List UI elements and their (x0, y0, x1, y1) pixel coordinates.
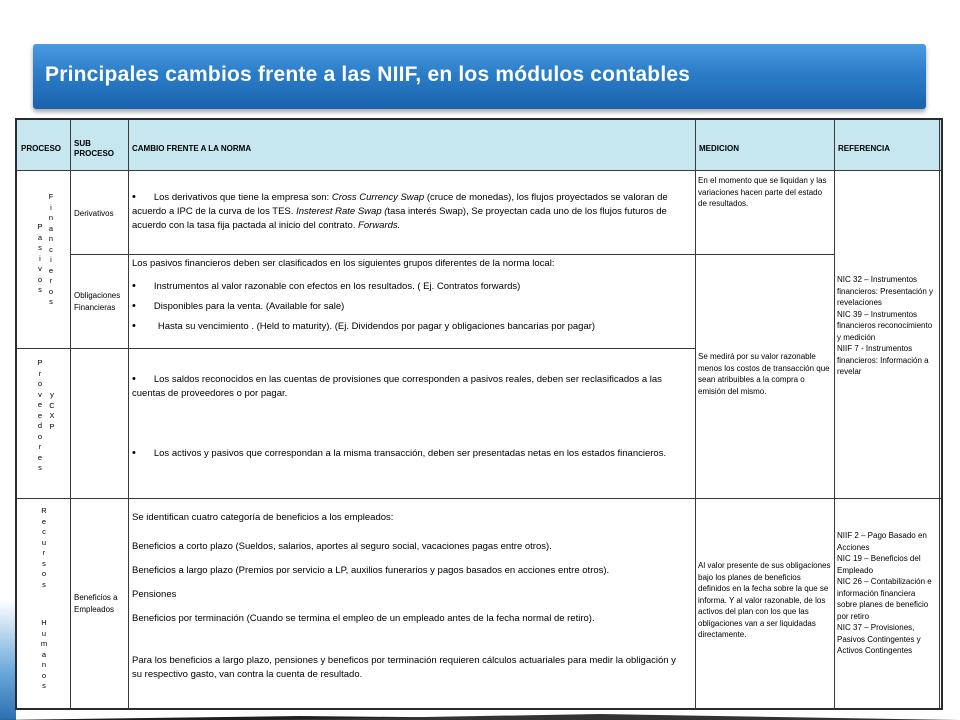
proceso-proveedores-label: P r o v e e d o r e s (37, 358, 43, 472)
medicion-1: En el momento que se liquidan y las variaciones hacen parte del estado de resultados. (698, 176, 827, 208)
cambio-proveedores-2: • Los activos y pasivos que correspondan a la misma transacción, deben ser presentadas netas en los estados financieros. (132, 447, 667, 459)
cambio-obligaciones-bullet-2: • Disponibles para la venta. (Available for sale) (132, 300, 345, 312)
proceso-cxp-label: y C X P (49, 390, 55, 431)
grid-line (70, 254, 834, 255)
grid-line (17, 170, 941, 171)
header-subproceso-2: PROCESO (74, 149, 115, 158)
cambio-rh-2: Beneficios a corto plazo (Sueldos, salarios, aportes al seguro social, vacaciones pagas entre otros). (132, 541, 552, 552)
grid-line (17, 498, 941, 499)
grid-line (128, 120, 129, 708)
grid-line (17, 348, 695, 349)
header-subproceso-1: SUB (74, 139, 91, 148)
grid-line (695, 120, 696, 708)
medicion-2: Se medirá por su valor razonable menos los costos de transacción que sean atribuibles a la compra o emisión del mismo. (698, 352, 830, 396)
referencia-2: NIIF 2 – Pago Basado en Acciones NIC 19 – Beneficios del Empleado NIC 26 – Contabilización e información financiera sobre planes de beneficio por retiro NIC 37 – Provisiones, Pasivos Contingentes y Activos Contingentes (837, 531, 932, 655)
cambio-rh-4: Pensiones (132, 589, 177, 600)
header-referencia: REFERENCIA (838, 144, 891, 153)
left-decoration (0, 600, 16, 720)
subproceso-obligaciones: Obligaciones Financieras (74, 291, 121, 312)
header-medicion: MEDICION (699, 144, 739, 153)
proceso-recursos-label: R e c u r s o s (41, 506, 47, 589)
medicion-3: Al valor presente de sus obligaciones bajo los planes de beneficios definidos en la fecha sobre la que se informa. Y al valor razonable, de los activos del plan con los que las obligaciones van a ser liquidadas directamente. (698, 561, 831, 639)
subproceso-beneficios: Beneficios a Empleados (74, 593, 118, 614)
title-banner (33, 44, 926, 109)
referencia-1: NIC 32 – Instrumentos financieros: Presentación y revelaciones NIC 39 – Instrumentos financieros reconocimiento y medición NIIF 7 - Instrumentos financieros: Información a revelar (837, 275, 934, 376)
cambio-rh-6: Para los beneficios a largo plazo, pensiones y beneficos por terminación requieren cálculos actuariales para medir la obligación y su respectivo gasto, van contra la cuenta de resultado. (132, 655, 676, 680)
proceso-humanos-label: H u m a n o s (40, 618, 48, 690)
cambio-obligaciones-intro: Los pasivos financieros deben ser clasificados en los siguientes grupos diferentes de la norma local: (132, 258, 555, 269)
proceso-pasivos-label: P a s i v o s (37, 222, 43, 294)
bottom-decoration (0, 708, 960, 720)
cambio-obligaciones-bullet-3: • Hasta su vencimiento . (Held to maturity). (Ej. Dividendos por pagar y obligaciones bancarias por pagar) (132, 320, 596, 332)
grid-line (834, 120, 835, 708)
cambio-rh-5: Beneficios por terminación (Cuando se termina el empleo de un empleado antes de la fecha normal de retiro). (132, 613, 595, 624)
cambio-proveedores-1: • Los saldos reconocidos en las cuentas de provisiones que corresponden a pasivos reales, deben ser reclasificados a las cuentas de proveedores o por pagar. (132, 373, 662, 399)
header-cambio: CAMBIO FRENTE A LA NORMA (132, 144, 252, 153)
cambio-derivativos: • Los derivativos que tiene la empresa son: Cross Currency Swap (cruce de monedas), los flujos proyectados se valoran de acuerdo a IPC de la curva de los TES. Insterest Rate Swap (tasa interés Swap), Se proyectan cada uno de los flujos futuros de acuerdo con la tasa fija pactada al inicio del contrato. Forwards. (132, 191, 668, 231)
header-proceso: PROCESO (21, 144, 62, 153)
subproceso-derivativos: Derivativos (74, 209, 114, 218)
niif-table (15, 118, 943, 710)
cambio-rh-1: Se identifican cuatro categoría de beneficios a los empleados: (132, 512, 394, 523)
page-title: Principales cambios frente a las NIIF, en los módulos contables (45, 63, 691, 86)
cambio-obligaciones-bullet-1: • Instrumentos al valor razonable con efectos en los resultados. ( Ej. Contratos forwards) (132, 280, 521, 292)
grid-line (70, 120, 71, 708)
cambio-obligaciones-bullet-3-clip (129, 318, 695, 332)
table-header-row (17, 120, 941, 170)
grid-line (939, 120, 940, 708)
proceso-financieros-label: F i n a n c i e r o s (48, 192, 54, 306)
cambio-rh-3: Beneficios a largo plazo (Premios por servicio a LP, auxilios funerarios y pagos basados en acciones entre otros). (132, 565, 610, 576)
